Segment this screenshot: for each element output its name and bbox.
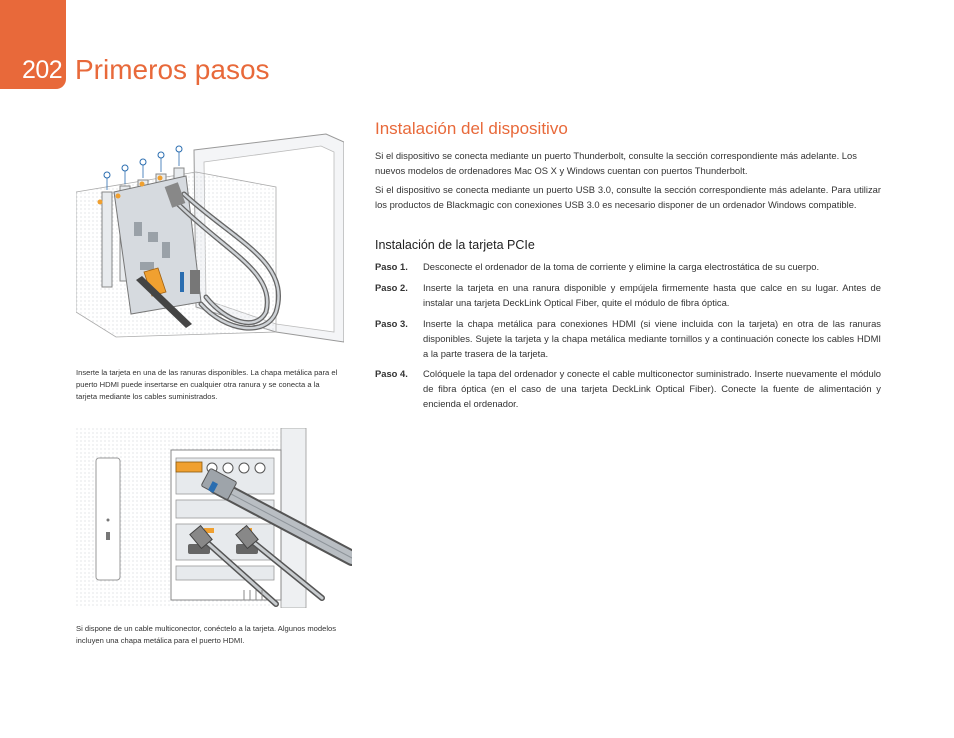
chapter-title: Primeros pasos (75, 54, 270, 85)
step-2 (375, 280, 881, 310)
step-3 (375, 316, 881, 361)
figure-2-caption: Si dispone de un cable multiconector, conéctelo a la tarjeta. Algunos modelos incluyen una chapa metálica para el puerto HDMI. (76, 624, 337, 645)
step-text: Colóquele la tapa del ordenador y conecte el cable multiconector suministrado. Inserte nuevamente el módulo de fibra óptica (en el caso de una tarjeta DeckLink Optical Fiber). Conecte la fuente de alimentación y encienda el ordenador. (423, 368, 881, 409)
page-number: 202 (22, 56, 63, 84)
step-4 (375, 366, 881, 411)
paragraph-thunderbolt: Si el dispositivo se conecta mediante un puerto Thunderbolt, consulte la sección correspondiente más adelante. Los nuevos modelos de ordenadores Mac OS X y Windows cuentan con puertos Thunderbolt. (375, 150, 857, 176)
subheading-pcie: Instalación de la tarjeta PCIe (375, 238, 535, 252)
step-label: Paso 3. (375, 318, 408, 329)
section-title: Instalación del dispositivo (375, 119, 568, 138)
step-text: Inserte la tarjeta en una ranura disponible y empújela firmemente hasta que calce en su lugar. Antes de instalar una tarjeta DeckLink Optical Fiber, quite el módulo de fibra óptica. (423, 282, 881, 308)
step-label: Paso 2. (375, 282, 408, 293)
step-label: Paso 1. (375, 261, 408, 272)
figure-1-caption: Inserte la tarjeta en una de las ranuras disponibles. La chapa metálica para el puerto HDMI puede insertarse en cualquier otra ranura y se conecta a la tarjeta mediante los cables suministrados. (76, 368, 338, 401)
step-text: Desconecte el ordenador de la toma de corriente y elimine la carga electrostática de su cuerpo. (423, 261, 820, 272)
step-label: Paso 4. (375, 368, 408, 379)
paragraph-usb: Si el dispositivo se conecta mediante un puerto USB 3.0, consulte la sección correspondiente más adelante. Para utilizar los productos de Blackmagic con conexiones USB 3.0 es necesario disponer de un ordenador Windows compatible. (375, 184, 881, 210)
step-1 (375, 259, 881, 274)
multiconnector-cable-illustration (76, 428, 352, 608)
card-installation-illustration (76, 132, 344, 352)
step-text: Inserte la chapa metálica para conexiones HDMI (si viene incluida con la tarjeta) en otra de las ranuras disponibles. Sujete la tarjeta y la chapa metálica mediante tornillos y a continuación conecte los cables HDMI a la parte trasera de la tarjeta. (423, 318, 881, 359)
